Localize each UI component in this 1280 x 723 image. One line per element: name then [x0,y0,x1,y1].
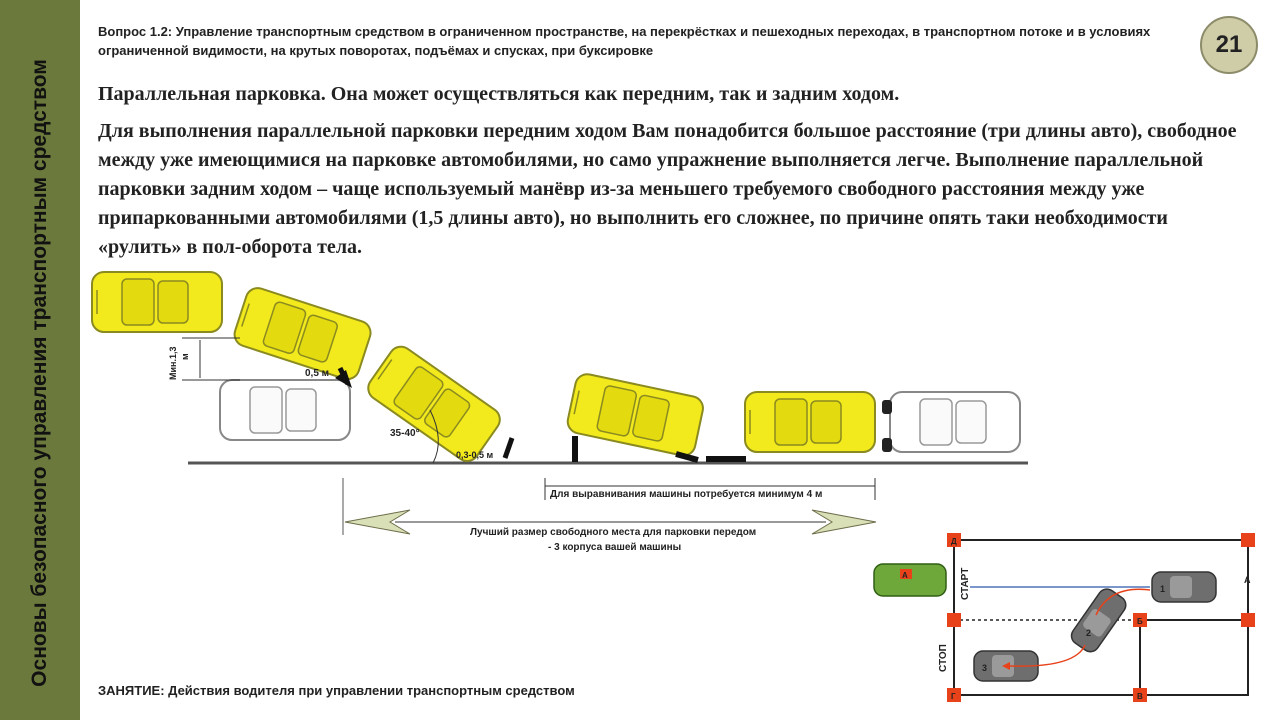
gap-bottom-label: 0,3-0,5 м [456,450,494,460]
parked-car-front [92,272,222,332]
maneuver-car-step3 [566,372,706,458]
maneuver-car-step2 [364,342,505,466]
corner-b: Б [1137,617,1143,626]
align-distance-label: Для выравнивания машины потребуется минимум 4 м [550,489,823,500]
page-number-badge: 21 [1200,16,1258,74]
question-number: Вопрос 1.2: [98,24,173,39]
corner-g: Г [951,692,956,701]
scheme-step1: 1 [1160,584,1166,594]
scheme-step2: 2 [1086,628,1092,638]
reverse-parking-scheme [874,533,1255,702]
svg-text:А: А [902,571,908,580]
footer-lesson: ЗАНЯТИЕ: Действия водителя при управлении транспортным средством [98,683,575,698]
best-space-line1: Лучший размер свободного места для парковки передом [470,527,757,538]
sidebar [0,0,80,720]
intro-paragraph: Параллельная парковка. Она может осуществляться как передним, так и задним ходом. [98,83,900,105]
question-header [98,22,1178,60]
scheme-car-2 [1068,586,1129,656]
sidebar-title: Основы безопасного управления транспортным средством [28,59,51,687]
body-paragraph: Для выполнения параллельной парковки передним ходом Вам понадобится большое расстояние (три длины авто), свободное между уже имеющимися на парковке автомобилями, но само упражнение выполняется легче. Выполнение параллельной парковки задним ходом – чаще используемый манёвр из-за меньшего требуемого свободного расстояния между уже припаркованными автомобилями (1,5 длины авто), но выполнить его сложнее, по причине опять таки необходимости «рулить» в пол-оборота тела. [98,120,1237,258]
best-space-line2: - 3 корпуса вашей машины [548,542,682,553]
angle-label: 35-40° [390,428,420,439]
corner-d: Д [951,537,957,546]
parked-car-white-right [890,392,1020,452]
scheme-step3: 3 [982,663,988,673]
corner-v: В [1137,692,1143,701]
question-text: Управление транспортным средством в ограниченном пространстве, на перекрёстках и пешеходных переходах, в транспортном потоке и в условиях ограниченной видимости, на крутых поворотах, подъёмах и спусках, при буксировке [98,24,1151,58]
corner-a: А [1244,575,1251,585]
parked-car-rear-white [220,380,350,440]
min-distance-label: Мин.1,3 [168,346,178,380]
min-distance-unit: м [180,353,190,360]
start-label: СТАРТ [960,567,971,600]
scheme-car-green [874,564,946,596]
maneuver-car-step1 [231,285,373,382]
gap-top-label: 0,5 м [305,368,330,379]
parking-diagram [80,260,1280,720]
parked-car-target [745,392,875,452]
stop-label: СТОП [938,644,949,672]
